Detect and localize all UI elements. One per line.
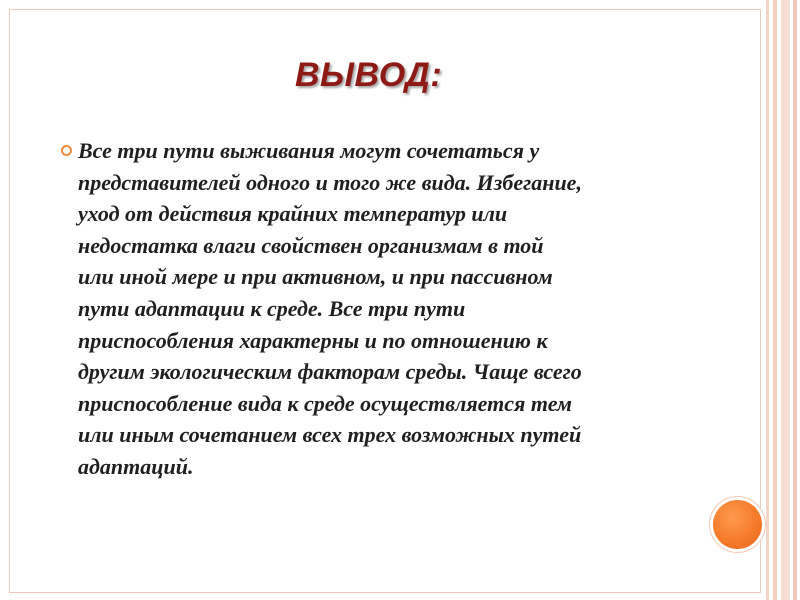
body-line: уход от действия крайних температур или xyxy=(78,201,508,227)
bullet-icon xyxy=(61,145,72,156)
decorative-stripe xyxy=(773,0,777,600)
body-line: представителей одного и того же вида. Избегание, xyxy=(78,169,582,195)
body-line: адаптаций. xyxy=(78,453,194,479)
body-line: приспособления характерны и по отношению к xyxy=(78,327,548,353)
body-line: Все три пути выживания могут сочетаться у xyxy=(78,138,540,163)
slide-title: ВЫВОД: xyxy=(295,56,443,94)
body-line: другим экологическим факторам среды. Чаще всего xyxy=(78,359,582,385)
body-line: или иной мере и при активном, и при пассивном xyxy=(78,264,553,290)
decorative-stripe xyxy=(793,0,797,600)
body-paragraph xyxy=(78,135,718,483)
decorative-circle xyxy=(713,500,762,549)
decorative-stripe xyxy=(766,0,769,600)
decorative-stripe xyxy=(781,0,790,600)
body-line: приспособление вида к среде осуществляется тем xyxy=(78,390,572,416)
body-line: недостатка влаги свойствен организмам в той xyxy=(78,232,544,258)
body-line: пути адаптации к среде. Все три пути xyxy=(78,295,466,321)
body-line: или иным сочетанием всех трех возможных путей xyxy=(78,422,582,448)
